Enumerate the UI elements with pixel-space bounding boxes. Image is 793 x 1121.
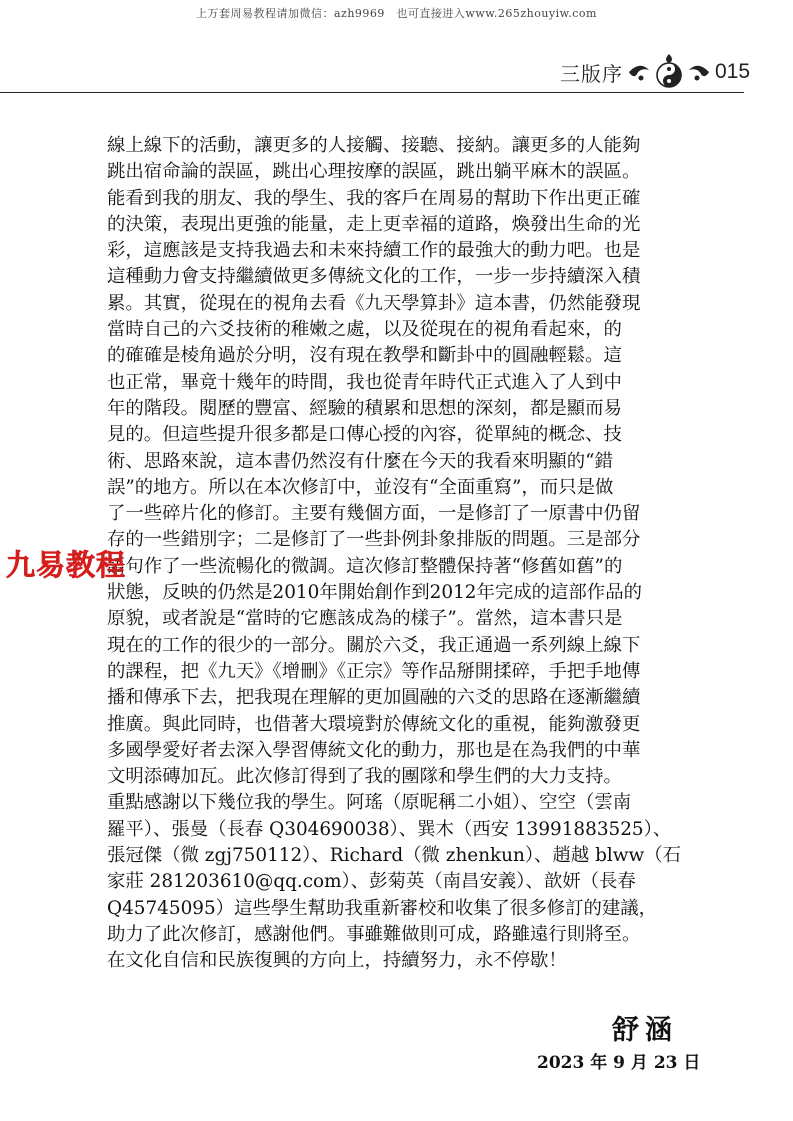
text-line: 的確確是棱角過於分明，沒有現在教學和斷卦中的圓融輕鬆。這	[107, 345, 622, 367]
text-line: 播和傳承下去，把我現在理解的更加圓融的六爻的思路在逐漸繼續	[107, 687, 641, 709]
text-line: 線上線下的活動，讓更多的人接觸、接聽、接納。讓更多的人能夠	[107, 135, 641, 156]
chapter-title: 三版序	[560, 61, 623, 86]
text-line: 也正常，畢竟十幾年的時間，我也從青年時代正式進入了人到中	[107, 371, 622, 393]
text-line: 累。其實，從現在的視角去看《九天學算卦》這本書，仍然能發現	[107, 292, 641, 314]
text-line: 重點感謝以下幾位我的學生。阿瑤（原昵稱二小姐）、空空（雲南	[107, 792, 632, 814]
text-line: 當時自己的六爻技術的稚嫩之處，以及從現在的視角看起來，的	[107, 319, 622, 341]
text-line: 這種動力會支持繼續做更多傳統文化的工作，一步一步持續深入積	[107, 266, 641, 288]
author-signature: 舒涵	[612, 1015, 678, 1046]
text-line: 了一些碎片化的修訂。主要有幾個方面，一是修訂了一原書中仍留	[107, 503, 641, 525]
page-number: 015	[715, 60, 751, 83]
text-line: 跳出宿命論的誤區，跳出心理按摩的誤區，跳出躺平麻木的誤區。	[107, 161, 641, 183]
text-line: 在文化自信和民族復興的方向上，持續努力，永不停歇！	[107, 950, 567, 972]
taiji-ornament-icon	[627, 52, 711, 92]
text-line: 的決策，表現出更強的能量，走上更幸福的道路，煥發出生命的光	[107, 213, 641, 235]
text-line: 彩，這應該是支持我過去和未來持續工作的最強大的動力吧。也是	[107, 240, 641, 262]
text-line: 的課程，把《九天》《增刪》《正宗》等作品掰開揉碎，手把手地傳	[107, 660, 641, 682]
text-line: 推廣。與此同時，也借著大環境對於傳統文化的重視，能夠激發更	[107, 713, 641, 735]
text-line: 術、思路來說，這本書仍然沒有什麼在今天的我看來明顯的“錯	[107, 450, 613, 472]
text-line: 張冠傑（微 zgj750112）、Richard（微 zhenkun）、趙越 blww（石	[107, 845, 681, 867]
text-line: 助力了此次修訂，感謝他們。事雖難做則可成，路雖遠行則將至。	[107, 923, 641, 945]
text-line: 羅平）、張曼（長春 Q304690038）、巽木（西安 13991883525）、	[107, 818, 672, 840]
text-line: Q45745095）這些學生幫助我重新審校和收集了很多修訂的建議，	[107, 897, 658, 919]
preface-body	[107, 133, 687, 975]
text-line: 多國學愛好者去深入學習傳統文化的動力，那也是在為我們的中華	[107, 739, 641, 761]
signature-date: 2023 年 9 月 23 日	[537, 1053, 701, 1073]
text-line: 語句作了一些流暢化的微調。這次修訂整體保持著“修舊如舊”的	[107, 555, 623, 577]
text-line: 現在的工作的很少的一部分。關於六爻，我正通過一系列線上線下	[107, 634, 641, 656]
header-rule	[0, 92, 744, 93]
text-line: 見的。但這些提升很多都是口傳心授的內容，從單純的概念、技	[107, 424, 622, 446]
text-line: 年的階段。閱歷的豐富、經驗的積累和思想的深刻，都是顯而易	[107, 397, 622, 419]
top-note: 上万套周易教程请加微信：azh9969 也可直接进入www.265zhouyiw.com	[195, 7, 597, 20]
text-line: 能看到我的朋友、我的學生、我的客戶在周易的幫助下作出更正確	[107, 187, 641, 209]
text-line: 文明添磚加瓦。此次修訂得到了我的團隊和學生們的大力支持。	[107, 766, 622, 788]
text-line: 原貌，或者說是“當時的它應該成為的樣子”。當然，這本書只是	[107, 608, 623, 630]
text-line: 狀態，反映的仍然是2010年開始創作到2012年完成的這部作品的	[107, 582, 642, 604]
text-line: 存的一些錯別字；二是修訂了一些卦例卦象排版的問題。三是部分	[107, 529, 641, 551]
text-line: 誤”的地方。所以在本次修訂中，並沒有“全面重寫”，而只是做	[107, 476, 614, 498]
running-header	[560, 52, 750, 92]
text-line: 家莊 281203610@qq.com）、彭菊英（南昌安義）、歆妍（長春	[107, 871, 636, 893]
watermark-logo: 九易教程	[6, 548, 127, 582]
